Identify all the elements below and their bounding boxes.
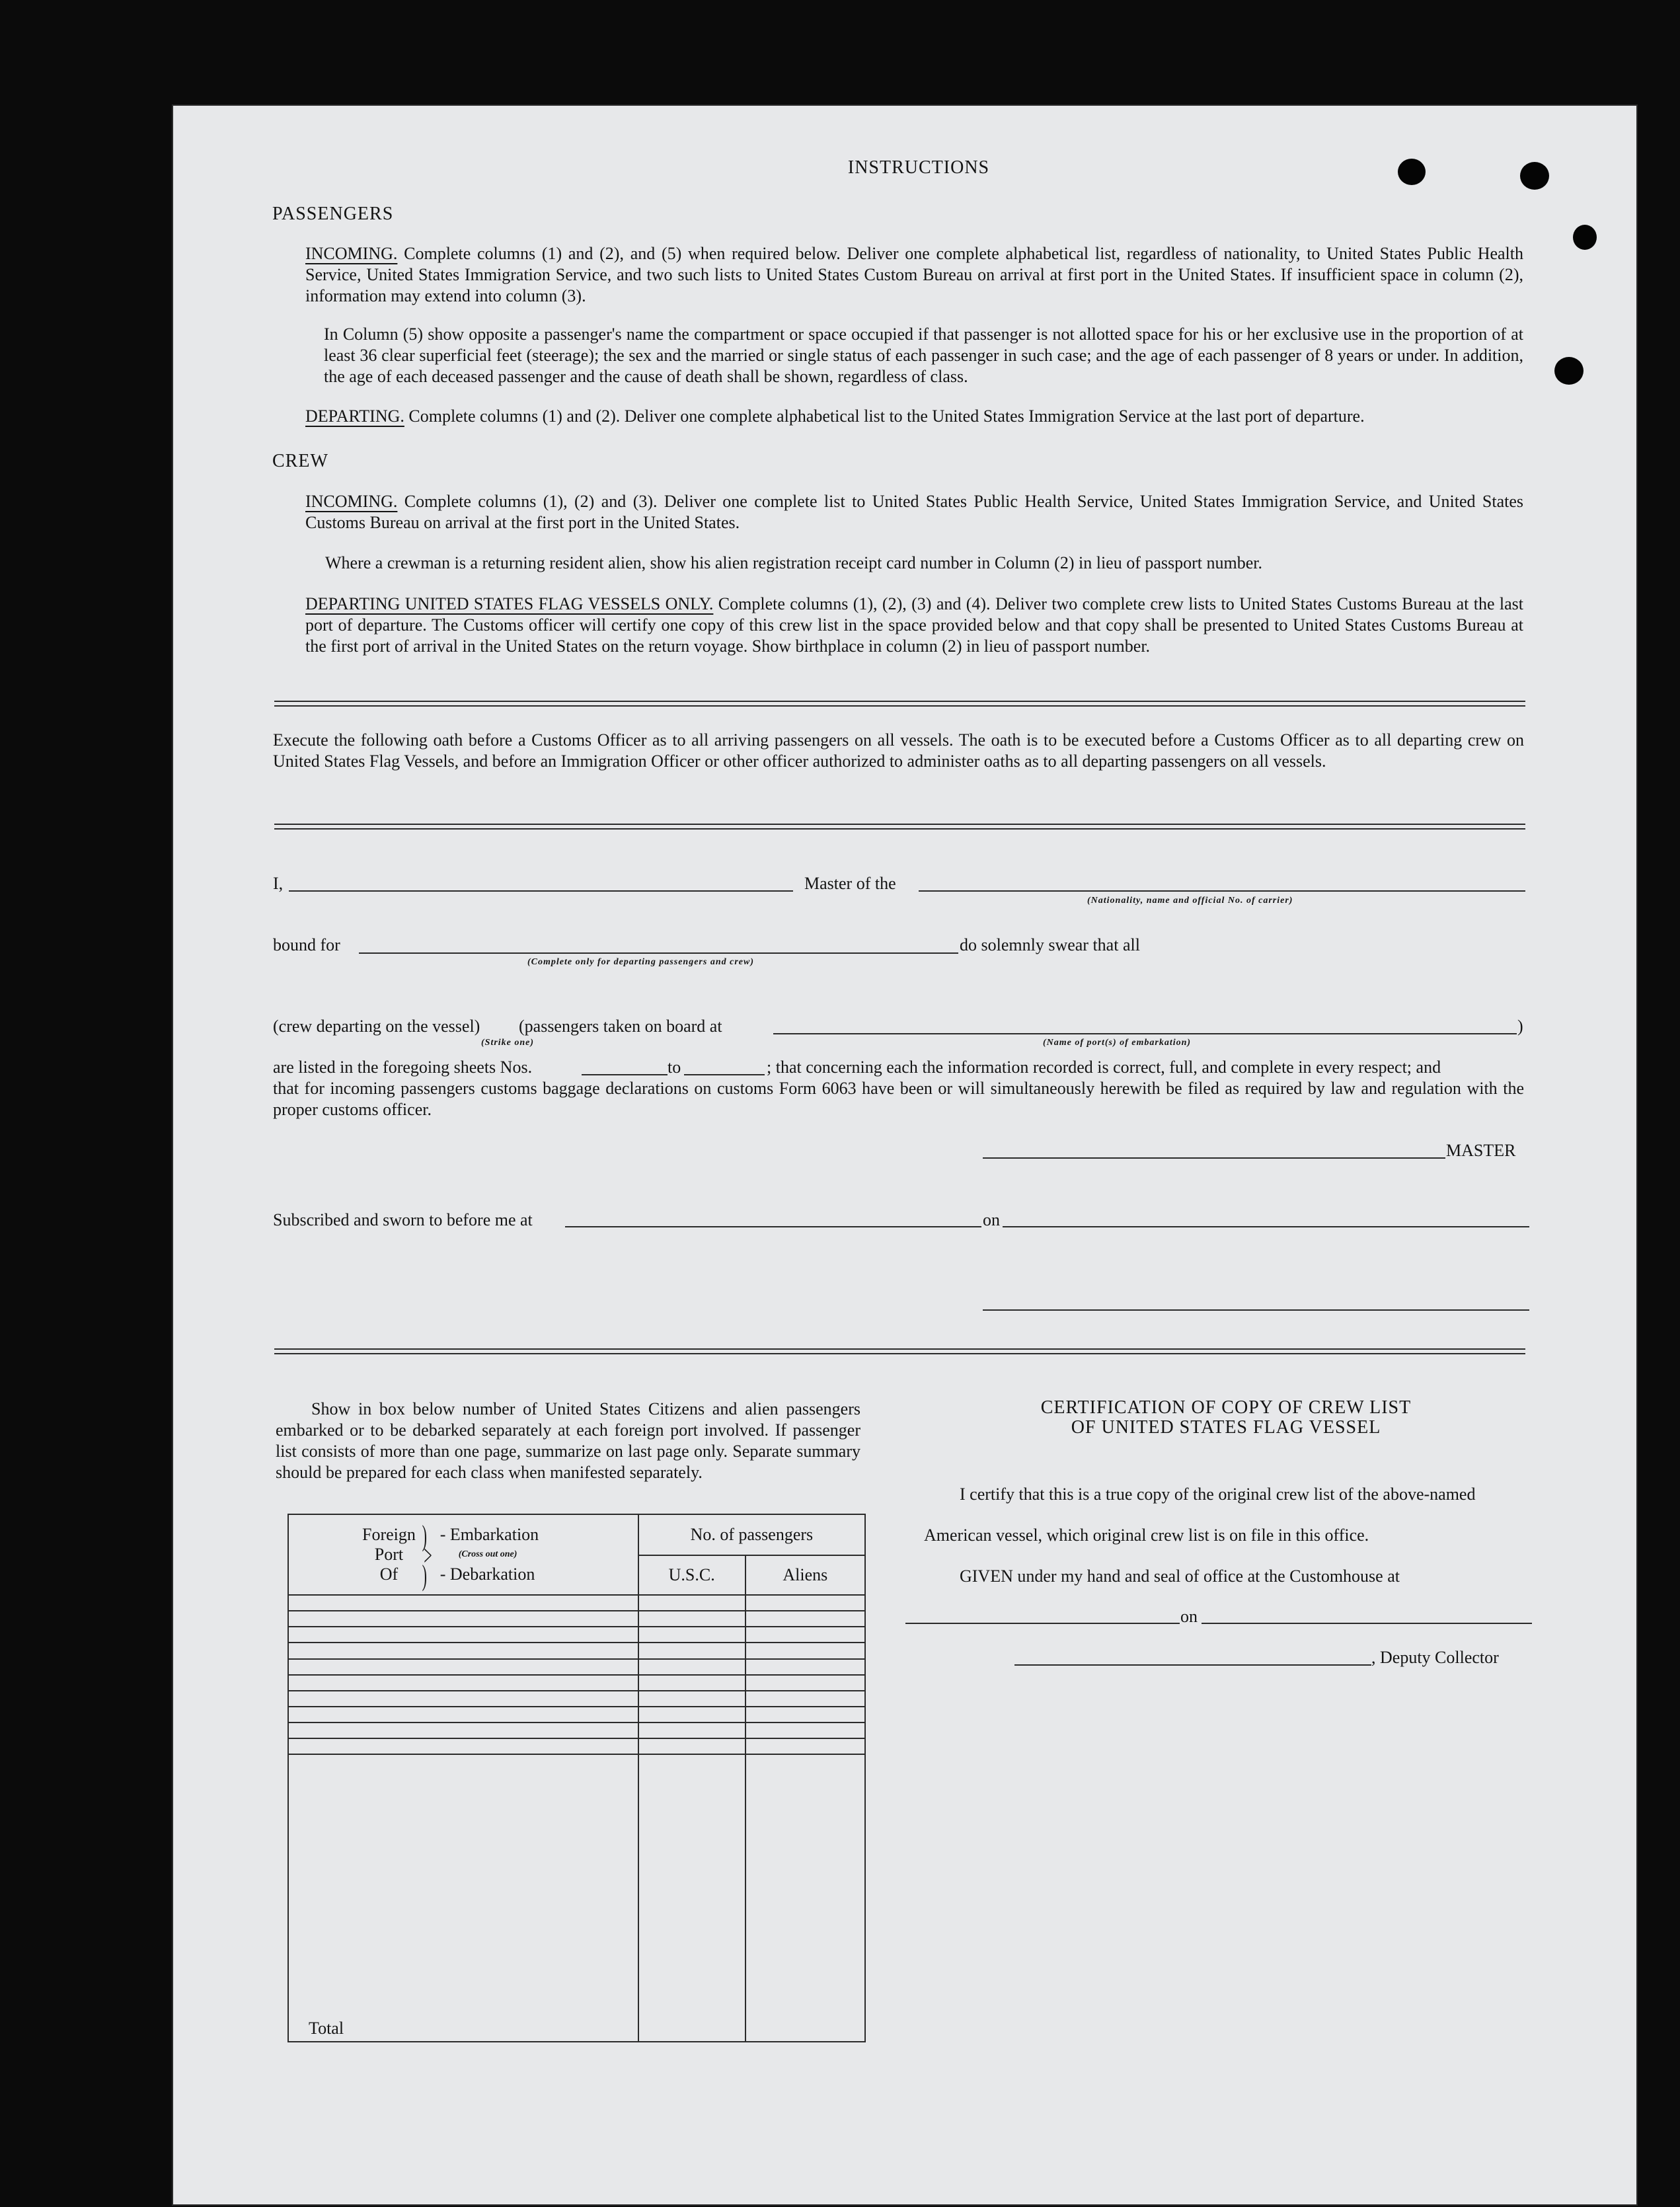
port-cell[interactable]	[288, 1595, 638, 1611]
master-label: MASTER	[1446, 1141, 1516, 1160]
column5-paragraph: In Column (5) show opposite a passenger's name the compartment or space occupied if that passenger is not allotted space for his or her exclusive use in the proportion of at least 36 clear superficial feet (steerage); the sex and the married or single status of each passenger in such case; and the age of each passenger of 8 years or under. In addition, the age of each deceased passenger and the cause of death shall be shown, regardless of class.	[324, 325, 1523, 386]
given-text: GIVEN under my hand and seal of office at the Customhouse at	[960, 1567, 1400, 1586]
listed-rest: that for incoming passengers customs baggage declarations on customs Form 6063 have been or will simultaneously herewith be filed as required by law and regulation with the proper customs officer.	[273, 1079, 1524, 1119]
vessel-field[interactable]	[919, 890, 1525, 892]
swear-text: do solemnly swear that all	[960, 935, 1140, 954]
punch-hole	[1398, 159, 1426, 185]
port-cell[interactable]	[288, 1738, 638, 1754]
aliens-cell[interactable]	[745, 1643, 865, 1658]
to-label: to	[668, 1058, 681, 1077]
sheet-from-field[interactable]	[582, 1074, 668, 1075]
table-row	[288, 1723, 865, 1738]
total-row	[288, 1754, 865, 2042]
close-paren: )	[1517, 1017, 1523, 1036]
crew-incoming-paragraph	[305, 491, 1523, 533]
aliens-cell[interactable]	[745, 1627, 865, 1643]
crew-departing-label: DEPARTING UNITED STATES FLAG VESSELS ONLY.	[305, 594, 714, 613]
crew-departing-text: Complete columns (1), (2), (3) and (4). Deliver two complete crew lists to United States Customs Bureau at the last port of departure. The Customs officer will certify one copy of this crew list in the space provided below and that copy shall be presented to United States Customs Bureau at the first port of arrival in the United States on the return voyage. Show birthplace in column (2) in lieu of passport number.	[305, 594, 1523, 656]
officer-signature-field[interactable]	[983, 1309, 1529, 1311]
subscribed-label: Subscribed and sworn to before me at	[273, 1210, 533, 1229]
table-row	[288, 1595, 865, 1611]
section-divider	[274, 824, 1525, 830]
usc-cell[interactable]	[638, 1738, 745, 1754]
usc-cell[interactable]	[638, 1643, 745, 1658]
crew-incoming-label: INCOMING.	[305, 492, 398, 511]
customhouse-field[interactable]	[905, 1623, 1180, 1624]
passengers-departing-paragraph	[305, 406, 1523, 427]
aliens-cell[interactable]	[745, 1738, 865, 1754]
usc-total-cell[interactable]	[638, 1754, 745, 2042]
crew-incoming-text: Complete columns (1), (2) and (3). Deliver one complete list to United States Public Health Service, United States Immigration Service, and United States Customs Bureau on arrival at the first port in the United States.	[305, 492, 1523, 532]
table-row	[288, 1659, 865, 1675]
foreign-label: Foreign	[362, 1524, 416, 1544]
passengers-incoming-paragraph	[305, 243, 1523, 307]
total-label: Total	[288, 1754, 638, 2042]
aliens-total-cell[interactable]	[745, 1754, 865, 2042]
certification-title-line1: CERTIFICATION OF COPY OF CREW LIST	[1040, 1397, 1412, 1418]
aliens-cell[interactable]	[745, 1659, 865, 1675]
strike-one-caption: (Strike one)	[481, 1038, 535, 1048]
listed-prefix: are listed in the foregoing sheets Nos.	[273, 1058, 533, 1077]
sworn-date-field[interactable]	[1003, 1226, 1529, 1227]
embarkation-option: - Embarkation	[439, 1524, 539, 1544]
no-of-passengers-header: No. of passengers	[638, 1514, 865, 1555]
table-row	[288, 1738, 865, 1754]
usc-cell[interactable]	[638, 1707, 745, 1723]
i-label: I,	[273, 874, 284, 893]
complete-only-caption: (Complete only for departing passengers and crew)	[527, 957, 754, 967]
port-cell[interactable]	[288, 1691, 638, 1707]
passengers-incoming-text: Complete columns (1) and (2), and (5) when required below. Deliver one complete alphabetical list, regardless of nationality, to United States Public Health Service, United States Immigration Service, and two such lists to United States Custom Bureau on arrival at first port in the United States. If insufficient space in column (2), information may extend into column (3).	[305, 244, 1524, 305]
usc-header: U.S.C.	[638, 1555, 745, 1595]
embarkation-ports-field[interactable]	[773, 1033, 1517, 1034]
usc-cell[interactable]	[638, 1675, 745, 1691]
port-cell[interactable]	[288, 1723, 638, 1738]
american-vessel-text: American vessel, which original crew list is on file in this office.	[924, 1526, 1369, 1545]
aliens-cell[interactable]	[745, 1707, 865, 1723]
passengers-taken-option: (passengers taken on board at	[519, 1017, 722, 1036]
crew-resident-paragraph: Where a crewman is a returning resident alien, show his alien registration receipt card number in Column (2) in lieu of passport number.	[325, 553, 1263, 572]
summary-instructions: Show in box below number of United States Citizens and alien passengers embarked or to be debarked separately at each foreign port involved. If passenger list consists of more than one page, summarize on last page only. Separate summary should be prepared for each class when manifested separately.	[276, 1399, 860, 1482]
punch-hole	[1573, 225, 1597, 250]
cross-out-caption: (Cross out one)	[458, 1549, 517, 1559]
table-row	[288, 1707, 865, 1723]
crew-departing-paragraph	[305, 594, 1523, 657]
master-signature-field[interactable]	[983, 1157, 1445, 1159]
aliens-cell[interactable]	[745, 1675, 865, 1691]
usc-cell[interactable]	[638, 1691, 745, 1707]
sheet-to-field[interactable]	[684, 1074, 765, 1075]
oath-instruction: Execute the following oath before a Customs Officer as to all arriving passengers on all vessels. The oath is to be executed before a Customs Officer as to all departing crew on United States Flag Vessels, and before an Immigration Officer or other officer authorized to administer oaths as to all departing passengers on all vessels.	[273, 730, 1524, 771]
table-row	[288, 1675, 865, 1691]
deputy-signature-field[interactable]	[1014, 1664, 1371, 1666]
port-cell[interactable]	[288, 1643, 638, 1658]
deputy-collector-label: , Deputy Collector	[1371, 1648, 1499, 1667]
passengers-heading: PASSENGERS	[272, 204, 394, 224]
passengers-departing-text: Complete columns (1) and (2). Deliver one complete alphabetical list to the United States Immigration Service at the last port of departure.	[408, 407, 1365, 426]
port-cell[interactable]	[288, 1659, 638, 1675]
listed-suffix: ; that concerning each the information recorded is correct, full, and complete in every respect; and	[767, 1058, 1441, 1077]
usc-cell[interactable]	[638, 1627, 745, 1643]
crew-heading: CREW	[272, 451, 328, 471]
aliens-cell[interactable]	[745, 1611, 865, 1627]
port-label: Port	[374, 1544, 404, 1564]
usc-cell[interactable]	[638, 1659, 745, 1675]
usc-cell[interactable]	[638, 1611, 745, 1627]
section-divider	[274, 701, 1525, 707]
usc-cell[interactable]	[638, 1595, 745, 1611]
passengers-incoming-label: INCOMING.	[305, 244, 398, 263]
port-header: Foreign Port Of ) > ) - Embarkation (Cross out one) - Debarkation	[288, 1514, 638, 1595]
table-row	[288, 1627, 865, 1643]
master-name-field[interactable]	[289, 890, 793, 892]
passenger-summary-table	[287, 1514, 866, 2042]
usc-cell[interactable]	[638, 1723, 745, 1738]
ports-caption: (Name of port(s) of embarkation)	[1043, 1038, 1192, 1048]
certify-text: I certify that this is a true copy of the original crew list of the above-named	[960, 1485, 1476, 1504]
aliens-cell[interactable]	[745, 1723, 865, 1738]
port-cell[interactable]	[288, 1707, 638, 1723]
aliens-header: Aliens	[745, 1555, 865, 1595]
nationality-caption: (Nationality, name and official No. of carrier)	[1087, 896, 1293, 906]
port-cell[interactable]	[288, 1611, 638, 1627]
debarkation-option: - Debarkation	[439, 1564, 535, 1584]
table-row	[288, 1611, 865, 1627]
bound-for-field[interactable]	[359, 952, 958, 954]
port-cell[interactable]	[288, 1627, 638, 1643]
certification-title-line2: OF UNITED STATES FLAG VESSEL	[1071, 1417, 1381, 1438]
table-row	[288, 1643, 865, 1658]
aliens-cell[interactable]	[745, 1595, 865, 1611]
bound-for-label: bound for	[273, 935, 340, 954]
certification-on-label: on	[1180, 1607, 1198, 1626]
port-cell[interactable]	[288, 1675, 638, 1691]
crew-departing-option: (crew departing on the vessel)	[273, 1017, 480, 1036]
page-title: INSTRUCTIONS	[847, 157, 990, 178]
punch-hole	[1520, 162, 1549, 190]
on-label: on	[983, 1210, 1000, 1229]
table-row	[288, 1691, 865, 1707]
passengers-departing-label: DEPARTING.	[305, 407, 404, 426]
section-divider	[274, 1348, 1525, 1354]
master-of-the-label: Master of the	[804, 874, 896, 893]
punch-hole	[1554, 357, 1584, 385]
aliens-cell[interactable]	[745, 1691, 865, 1707]
certification-date-field[interactable]	[1202, 1623, 1532, 1624]
sworn-place-field[interactable]	[565, 1226, 981, 1227]
of-label: Of	[379, 1564, 399, 1584]
